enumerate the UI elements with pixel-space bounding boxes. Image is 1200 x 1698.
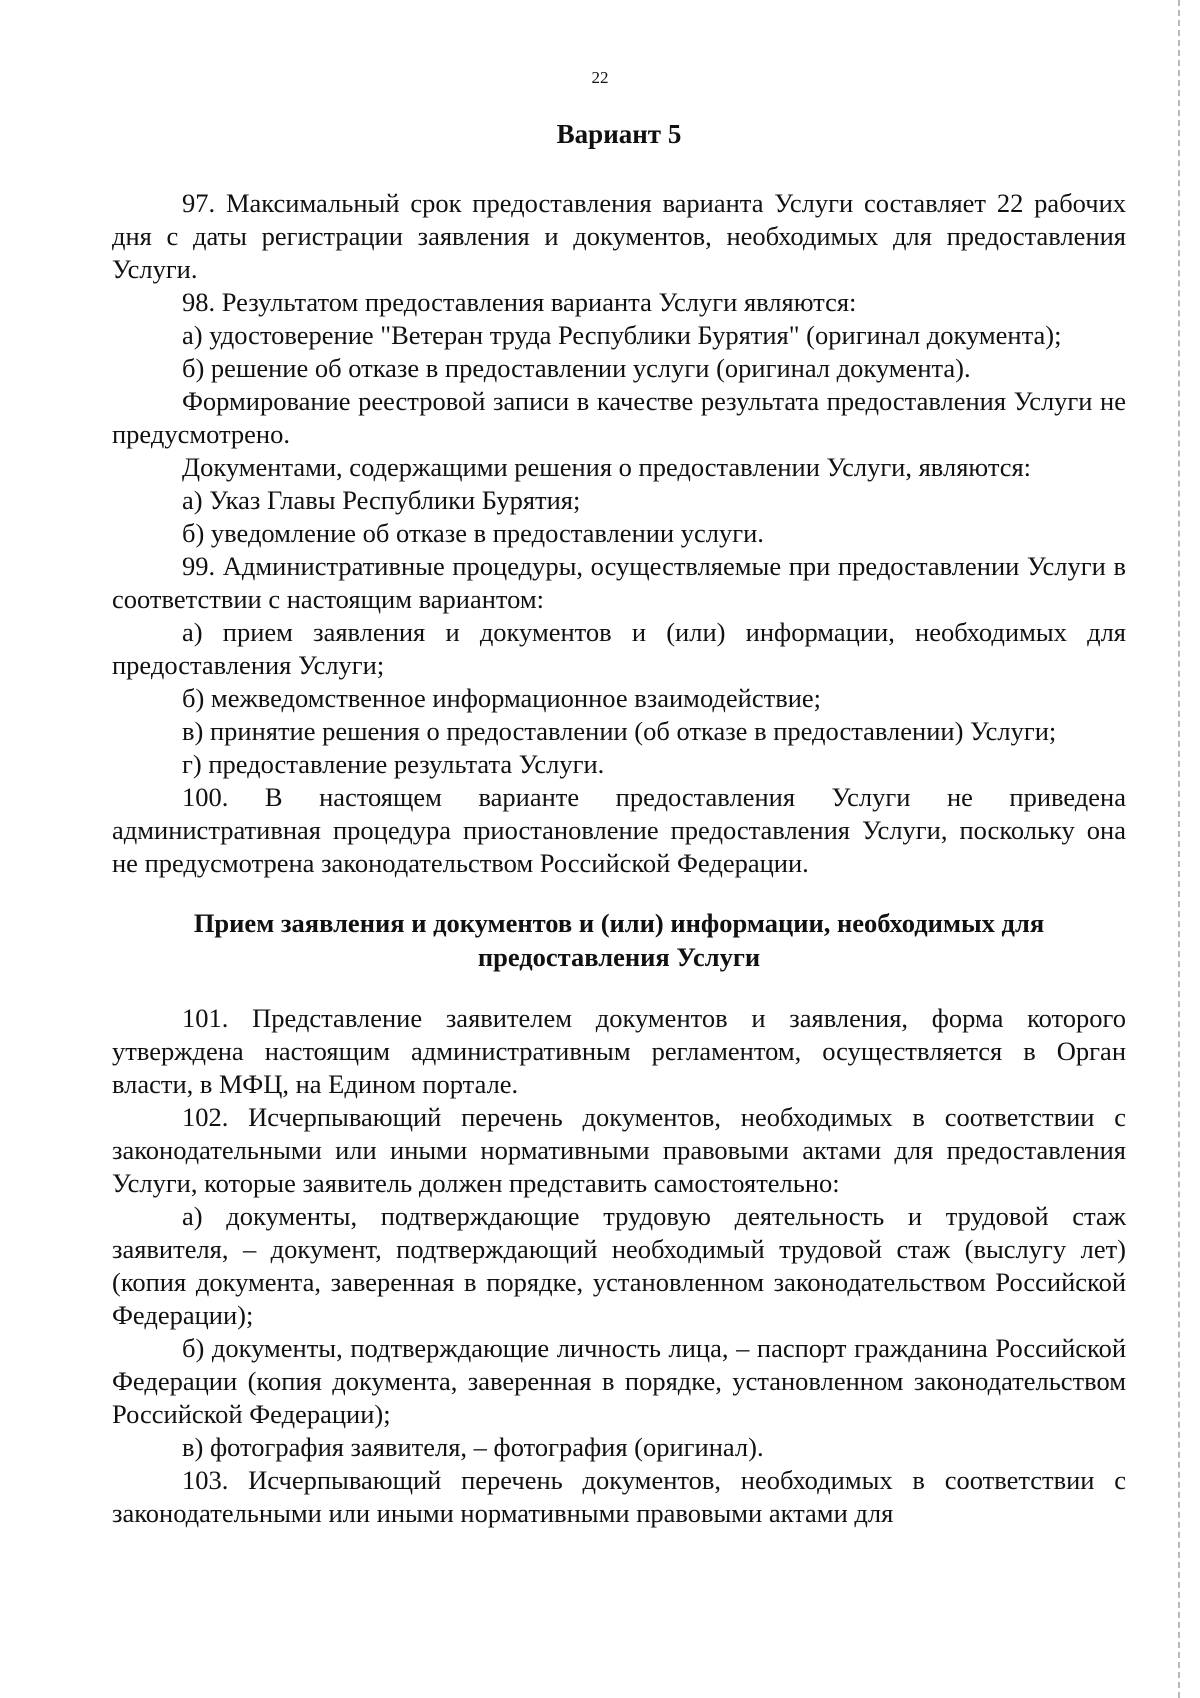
paragraph-registry-record: Формирование реестровой записи в качестве результата предоставления Услуги не предусмотрено.	[112, 386, 1126, 449]
paragraph-99-d: г) предоставление результата Услуги.	[182, 749, 605, 779]
paragraphs-before	[112, 187, 1126, 880]
document-body	[112, 118, 1126, 1530]
paragraph-99-b: б) межведомственное информационное взаимодействие;	[182, 683, 822, 713]
paragraph-98-a: а) удостоверение "Ветеран труда Республики Бурятия" (оригинал документа);	[182, 320, 1062, 350]
paragraph-102-b: б) документы, подтверждающие личность лица, – паспорт гражданина Российской Федерации (копия документа, заверенная в порядке, установленном законодательством Российской Федерации);	[112, 1333, 1126, 1429]
paragraph-100: 100. В настоящем варианте предоставления Услуги не приведена административная процедура приостановление предоставления Услуги, поскольку она не предусмотрена законодательством Российской Федерации.	[112, 782, 1126, 878]
paragraph-103: 103. Исчерпывающий перечень документов, необходимых в соответствии с законодательными или иными нормативными правовыми актами для	[112, 1465, 1126, 1528]
paragraph-99-c: в) принятие решения о предоставлении (об отказе в предоставлении) Услуги;	[182, 716, 1057, 746]
paragraph-99-a: а) прием заявления и документов и (или) информации, необходимых для предоставления Услуги;	[112, 617, 1126, 680]
paragraph-98-b: б) решение об отказе в предоставлении услуги (оригинал документа).	[182, 353, 971, 383]
paragraph-101: 101. Представление заявителем документов и заявления, форма которого утверждена настоящим административным регламентом, осуществляется в Орган власти, в МФЦ, на Едином портале.	[112, 1003, 1126, 1099]
paragraph-102: 102. Исчерпывающий перечень документов, необходимых в соответствии с законодательными или иными нормативными правовыми актами для предоставления Услуги, которые заявитель должен представить самостоятельно:	[112, 1102, 1126, 1198]
paragraph-decision-a: а) Указ Главы Республики Бурятия;	[182, 485, 581, 515]
paragraph-98: 98. Результатом предоставления варианта Услуги являются:	[182, 287, 857, 317]
paragraphs-after	[112, 1002, 1126, 1530]
variant-heading: Вариант 5	[556, 119, 682, 149]
paragraph-102-a: а) документы, подтверждающие трудовую деятельность и трудовой стаж заявителя, – документ, подтверждающий необходимый трудовой стаж (выслугу лет) (копия документа, заверенная в порядке, установленном законодательством Российской Федерации);	[112, 1201, 1126, 1330]
paragraph-decision-b: б) уведомление об отказе в предоставлении услуги.	[182, 518, 764, 548]
paragraph-decision-documents: Документами, содержащими решения о предоставлении Услуги, являются:	[182, 452, 1032, 482]
page-number: 22	[591, 68, 609, 87]
scan-edge-line	[1178, 0, 1180, 1698]
section-heading: Прием заявления и документов и (или) информации, необходимых для предоставления Услуги	[193, 908, 1045, 972]
paragraph-97: 97. Максимальный срок предоставления варианта Услуги составляет 22 рабочих дня с даты регистрации заявления и документов, необходимых для предоставления Услуги.	[112, 188, 1126, 284]
paragraph-99: 99. Административные процедуры, осуществляемые при предоставлении Услуги в соответствии с настоящим вариантом:	[112, 551, 1126, 614]
paragraph-102-c: в) фотография заявителя, – фотография (оригинал).	[182, 1432, 764, 1462]
